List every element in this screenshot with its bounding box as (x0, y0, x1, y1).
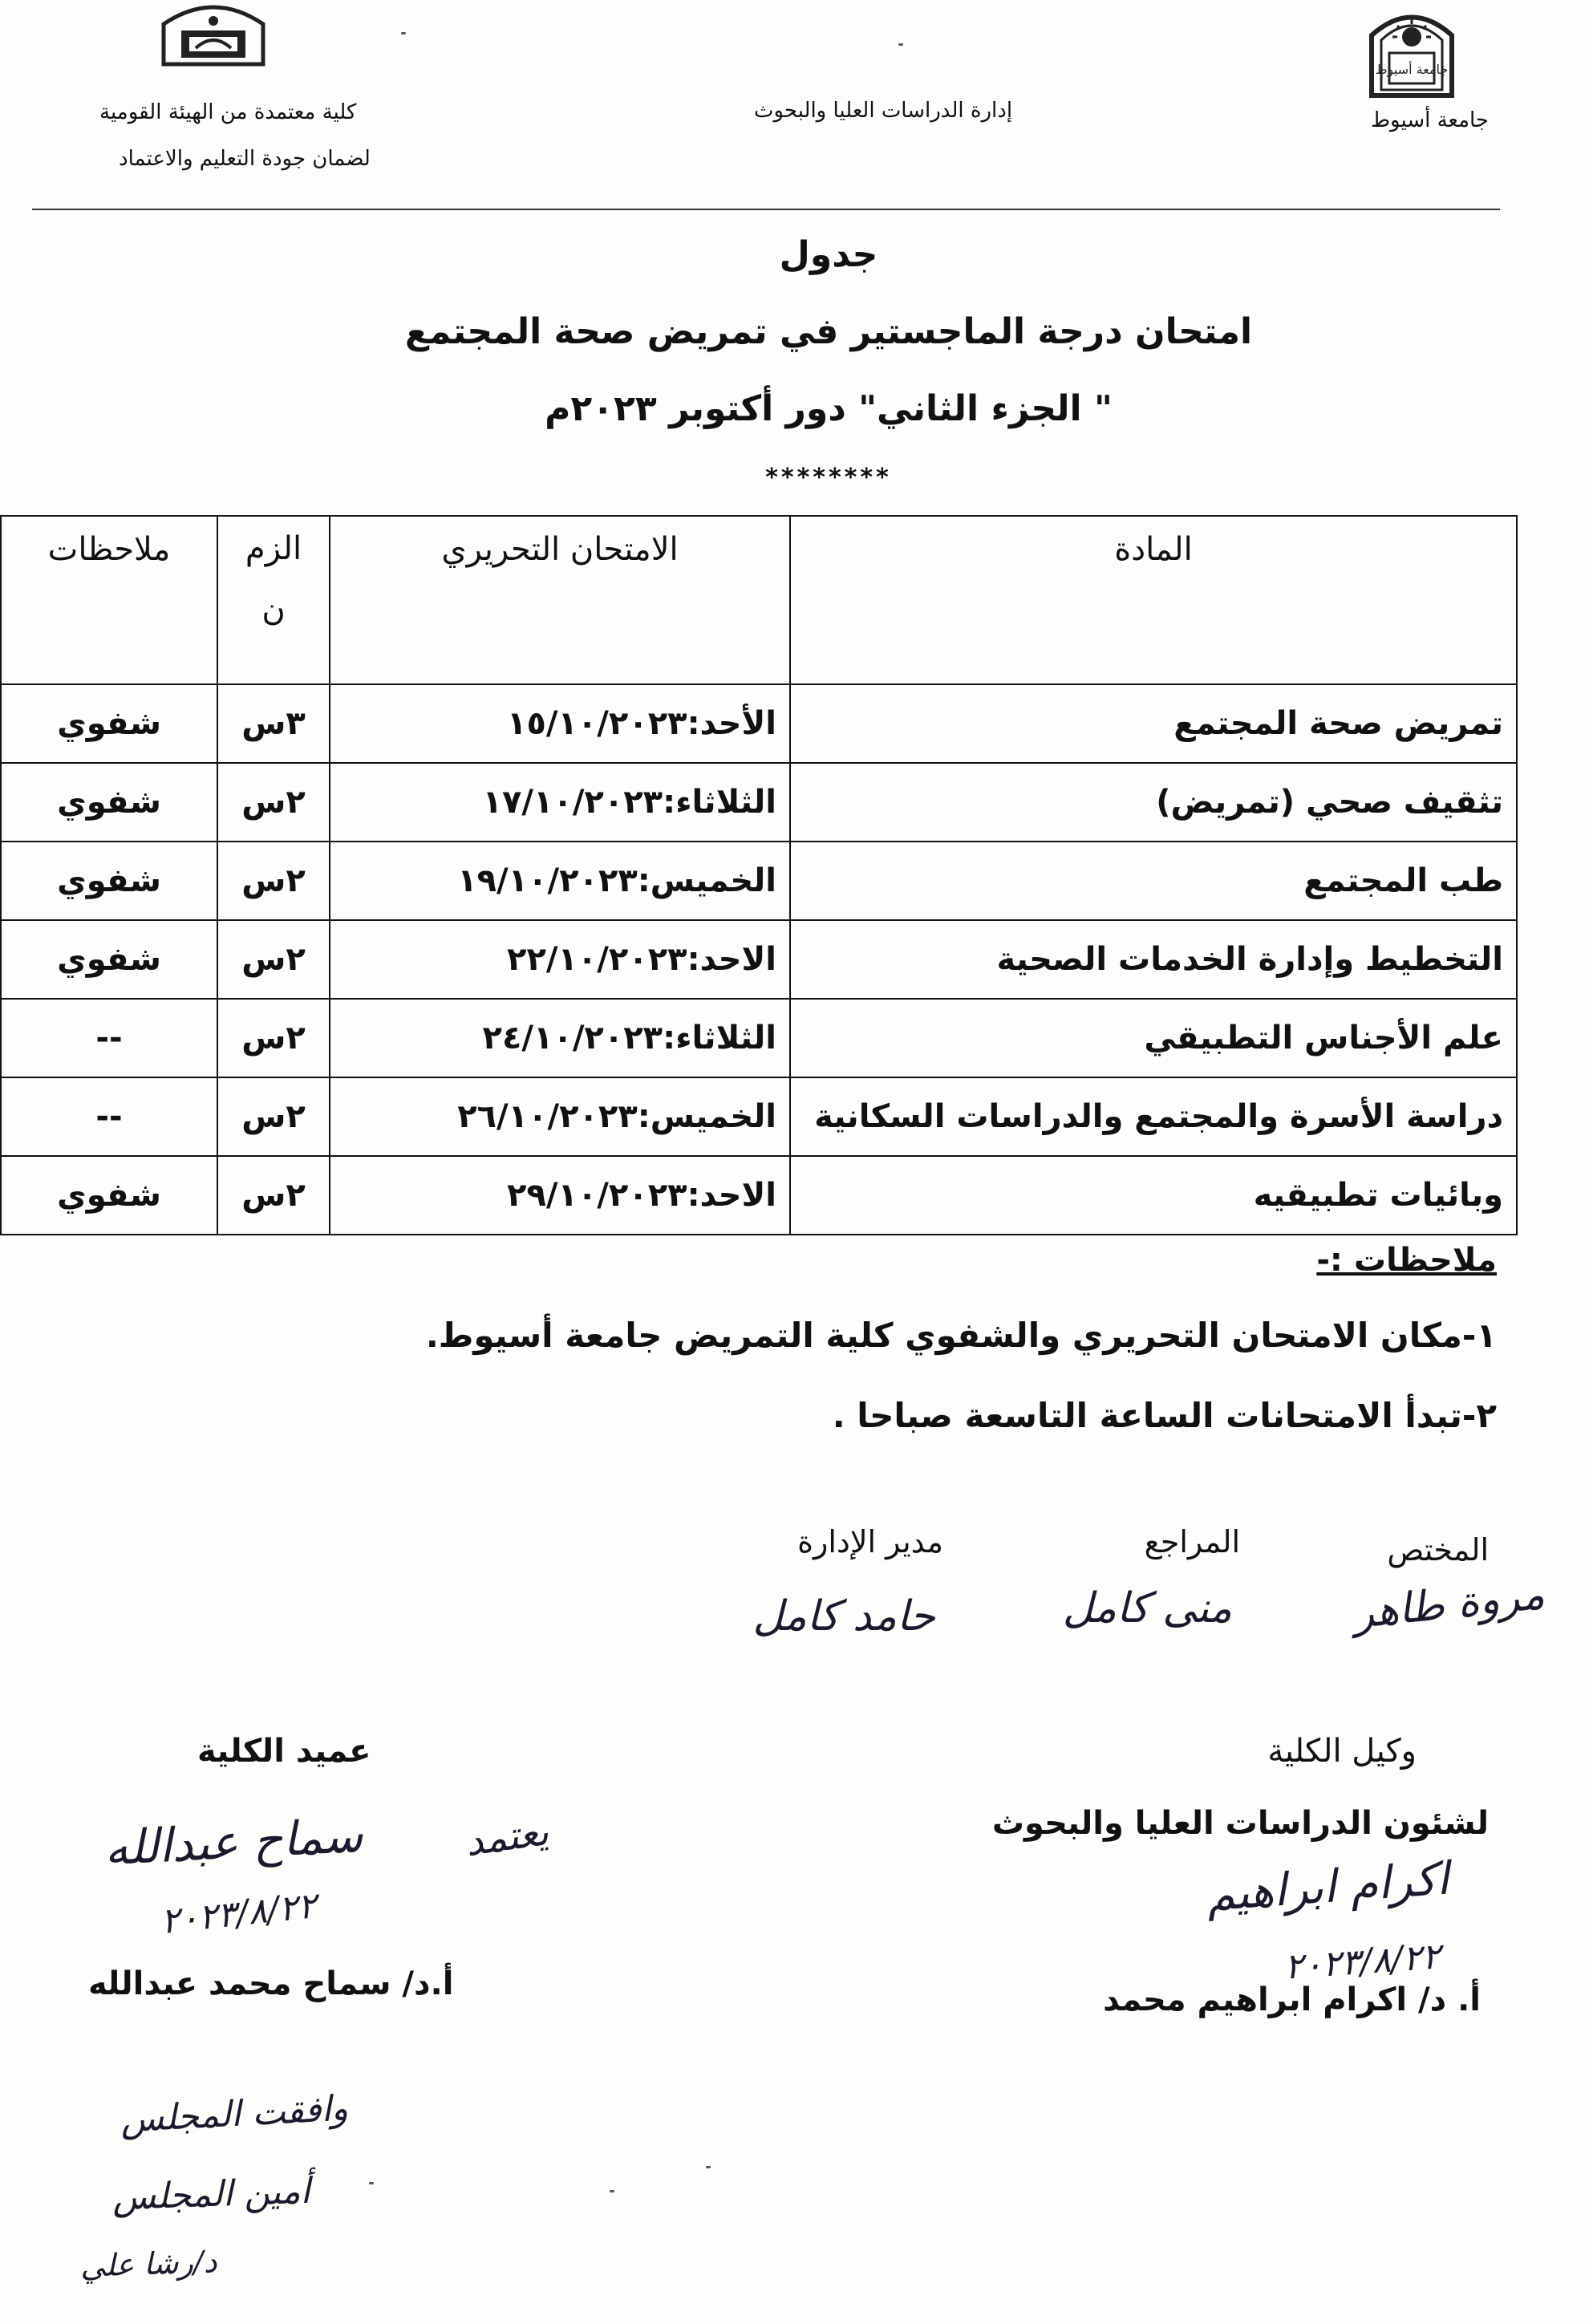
table-row (1, 1077, 1517, 1156)
row-time: ٢س (217, 842, 330, 920)
vice-dean-name: أ. د/ اكرام ابراهيم محمد (1103, 1981, 1481, 2018)
row-time: ٢س (217, 1077, 330, 1156)
row-time: ٣س (217, 684, 330, 763)
row-subject: علم الأجناس التطبيقي (790, 999, 1517, 1077)
department-name: إدارة الدراسات العليا والبحوث (754, 99, 1013, 123)
header-time: الزم ن (217, 516, 330, 684)
director-signature: حامد كامل (752, 1592, 935, 1641)
doc-title-line-1: جدول (779, 234, 878, 275)
scan-speck (610, 2190, 614, 2192)
row-subject: دراسة الأسرة والمجتمع والدراسات السكانية (790, 1077, 1517, 1156)
header-subject: المادة (790, 516, 1517, 684)
row-notes: شفوي (1, 920, 217, 999)
exam-schedule-table (0, 515, 1518, 1235)
table-header-row (1, 516, 1517, 684)
specialist-signature: مروة طاهر (1351, 1570, 1547, 1639)
scan-speck (401, 32, 406, 34)
note-item-1: ١-مكان الامتحان التحريري والشفوي كلية التمريض جامعة أسيوط. (425, 1316, 1497, 1355)
vice-dean-label: وكيل الكلية (1267, 1733, 1417, 1770)
header-notes: ملاحظات (1, 516, 217, 684)
row-subject: تثقيف صحي (تمريض) (790, 763, 1517, 842)
faculty-emblem-icon (157, 0, 270, 67)
handwritten-approval-line-3: د/رشا علي (79, 2244, 218, 2284)
doc-title-line-2: امتحان درجة الماجستير في تمريض صحة المجتمع (404, 311, 1253, 352)
dean-approval-note: يعتمد (462, 1809, 552, 1865)
row-subject: وبائيات تطبيقيه (790, 1156, 1517, 1235)
row-date: الأحد:١٥/١٠/٢٠٢٣ (330, 684, 790, 763)
row-notes: شفوي (1, 684, 217, 763)
title-separator: ******** (765, 464, 892, 492)
table-row (1, 1156, 1517, 1235)
row-subject: التخطيط وإدارة الخدمات الصحية (790, 920, 1517, 999)
row-date: الثلاثاء:٢٤/١٠/٢٠٢٣ (330, 999, 790, 1077)
handwritten-approval-line-1: وافقت المجلس (119, 2087, 350, 2141)
university-logo (1364, 3, 1460, 99)
table-row (1, 920, 1517, 999)
accreditation-line-1: كلية معتمدة من الهيئة القومية (99, 100, 357, 124)
university-name: جامعة أسيوط (1371, 108, 1489, 132)
reviewer-label: المراجع (1144, 1524, 1240, 1559)
header-divider (32, 209, 1500, 210)
row-subject: طب المجتمع (790, 842, 1517, 920)
row-date: الاحد:٢٩/١٠/٢٠٢٣ (330, 1156, 790, 1235)
table-row (1, 763, 1517, 842)
director-label: مدير الإدارة (797, 1524, 943, 1559)
table-row (1, 999, 1517, 1077)
svg-text:جامعة أسيوط: جامعة أسيوط (1375, 62, 1449, 77)
row-time: ٢س (217, 920, 330, 999)
specialist-label: المختص (1387, 1532, 1489, 1568)
dean-signature: سماح عبدالله (103, 1807, 364, 1876)
scan-speck (898, 43, 903, 46)
scan-speck (706, 2166, 711, 2168)
reviewer-signature: منى كامل (1062, 1584, 1232, 1632)
faculty-logo (157, 0, 270, 67)
row-subject: تمريض صحة المجتمع (790, 684, 1517, 763)
vice-dean-office-label: لشئون الدراسات العليا والبحوث (991, 1805, 1489, 1842)
row-notes: -- (1, 1077, 217, 1156)
row-date: الاحد:٢٢/١٠/٢٠٢٣ (330, 920, 790, 999)
university-seal-icon (1364, 3, 1460, 99)
row-time: ٢س (217, 763, 330, 842)
row-notes: شفوي (1, 842, 217, 920)
note-item-2: ٢-تبدأ الامتحانات الساعة التاسعة صباحا . (832, 1396, 1497, 1435)
notes-heading: ملاحظات :- (1316, 1242, 1497, 1279)
header-written-exam: الامتحان التحريري (330, 516, 790, 684)
handwritten-approval-line-2: أمين المجلس (111, 2170, 311, 2219)
doc-title-line-3: " الجزء الثاني" دور أكتوبر ٢٠٢٣م (545, 388, 1113, 429)
accreditation-line-2: لضمان جودة التعليم والاعتماد (119, 147, 371, 171)
table-row (1, 842, 1517, 920)
row-date: الخميس:٢٦/١٠/٢٠٢٣ (330, 1077, 790, 1156)
scan-speck (369, 2182, 374, 2184)
row-time: ٢س (217, 1156, 330, 1235)
row-time: ٢س (217, 999, 330, 1077)
row-notes: -- (1, 999, 217, 1077)
row-notes: شفوي (1, 763, 217, 842)
dean-sign-date: ٢٠٢٣/٨/٢٢ (158, 1884, 319, 1943)
table-row (1, 684, 1517, 763)
row-date: الخميس:١٩/١٠/٢٠٢٣ (330, 842, 790, 920)
dean-name: أ.د/ سماح محمد عبدالله (88, 1965, 454, 2002)
vice-dean-sign-date: ٢٠٢٣/٨/٢٢ (1283, 1936, 1442, 1988)
row-date: الثلاثاء:١٧/١٠/٢٠٢٣ (330, 763, 790, 842)
vice-dean-signature: اكرام ابراهيم (1204, 1852, 1450, 1922)
row-notes: شفوي (1, 1156, 217, 1235)
dean-label: عميد الكلية (197, 1733, 371, 1770)
